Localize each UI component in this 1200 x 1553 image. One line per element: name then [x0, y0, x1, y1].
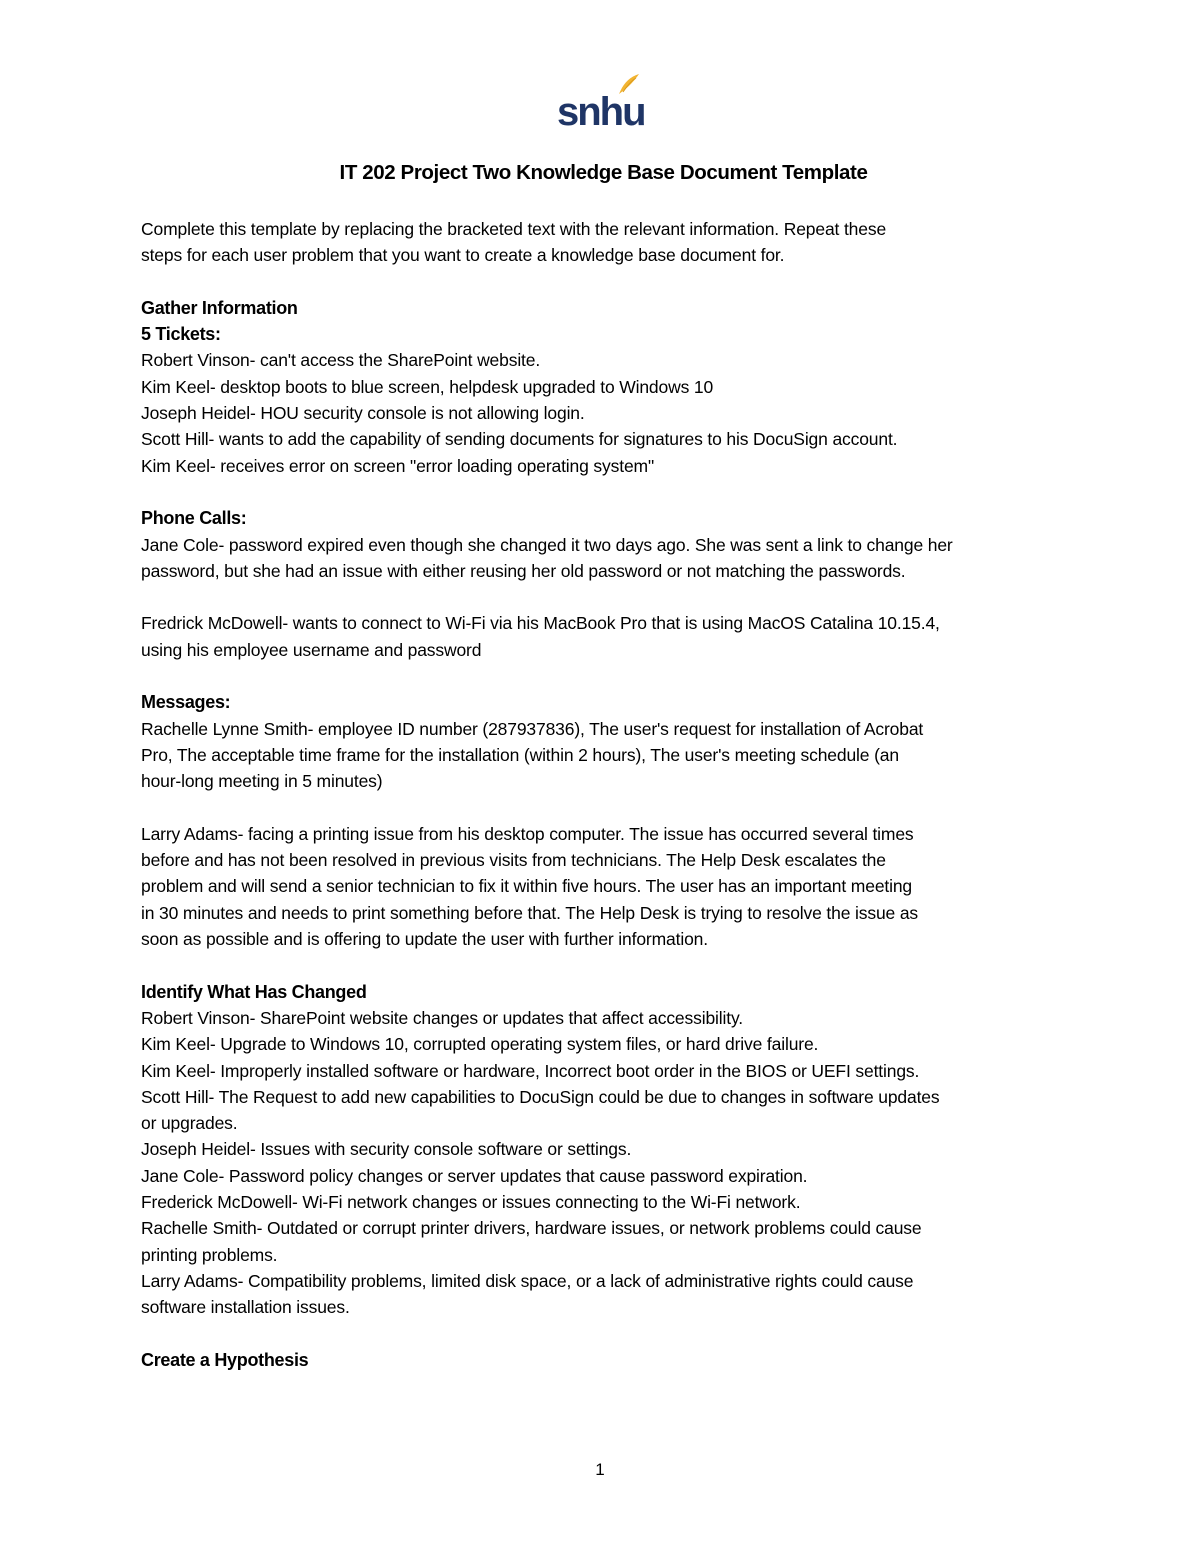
changed-line: Scott Hill- The Request to add new capabilities to DocuSign could be due to changes in software updates [141, 1086, 940, 1107]
changed-line: Larry Adams- Compatibility problems, limited disk space, or a lack of administrative rights could cause [141, 1270, 914, 1291]
message-line: Larry Adams- facing a printing issue from his desktop computer. The issue has occurred several times [141, 823, 914, 844]
ticket-item: Joseph Heidel- HOU security console is not allowing login. [141, 403, 585, 424]
ticket-item: Kim Keel- receives error on screen "error loading operating system" [141, 455, 655, 476]
message-line: hour-long meeting in 5 minutes) [141, 771, 383, 792]
messages-heading: Messages: [141, 692, 231, 713]
ticket-item: Kim Keel- desktop boots to blue screen, helpdesk upgraded to Windows 10 [141, 376, 714, 397]
snhu-logo [557, 72, 643, 132]
message-line: before and has not been resolved in previous visits from technicians. The Help Desk escalates the [141, 850, 886, 871]
tickets-heading: 5 Tickets: [141, 324, 221, 345]
message-line: Pro, The acceptable time frame for the installation (within 2 hours), The user's meeting schedule (an [141, 744, 899, 765]
changed-line: Rachelle Smith- Outdated or corrupt printer drivers, hardware issues, or network problems could cause [141, 1218, 922, 1239]
document-body [141, 158, 1066, 1373]
logo-wordmark: snhu [557, 90, 645, 134]
changed-line: Kim Keel- Improperly installed software or hardware, Incorrect boot order in the BIOS or UEFI settings. [141, 1060, 920, 1081]
section-heading-gather: Gather Information [141, 297, 298, 318]
message-line: problem and will send a senior technician to fix it within five hours. The user has an important meeting [141, 876, 913, 897]
message-line: soon as possible and is offering to update the user with further information. [141, 929, 708, 950]
changed-line: Jane Cole- Password policy changes or server updates that cause password expiration. [141, 1165, 808, 1186]
changed-line: software installation issues. [141, 1297, 350, 1318]
intro-line: Complete this template by replacing the bracketed text with the relevant information. Repeat these [141, 219, 887, 239]
changed-line: Frederick McDowell- Wi-Fi network changes or issues connecting to the Wi-Fi network. [141, 1191, 801, 1212]
call-line: password, but she had an issue with either reusing her old password or not matching the passwords. [141, 560, 906, 581]
changed-line: Joseph Heidel- Issues with security console software or settings. [141, 1139, 632, 1160]
call-line: Jane Cole- password expired even though she changed it two days ago. She was sent a link to change her [141, 534, 953, 555]
call-line: Fredrick McDowell- wants to connect to Wi-Fi via his MacBook Pro that is using MacOS Catalina 10.15.4, [141, 613, 940, 634]
page-number: 1 [595, 1460, 605, 1479]
changed-line: printing problems. [141, 1244, 278, 1265]
message-line: Rachelle Lynne Smith- employee ID number (287937836), The user's request for installation of Acrobat [141, 718, 924, 739]
section-heading-hypothesis: Create a Hypothesis [141, 1349, 309, 1370]
intro-line: steps for each user problem that you want to create a knowledge base document for. [141, 245, 785, 266]
call-line: using his employee username and password [141, 639, 482, 660]
phone-calls-heading: Phone Calls: [141, 508, 247, 529]
changed-line: Robert Vinson- SharePoint website changes or updates that affect accessibility. [141, 1007, 743, 1028]
page-title: IT 202 Project Two Knowledge Base Document Template [339, 161, 868, 184]
changed-line: or upgrades. [141, 1113, 238, 1134]
ticket-item: Scott Hill- wants to add the capability of sending documents for signatures to his DocuSign account. [141, 429, 898, 450]
ticket-item: Robert Vinson- can't access the SharePoint website. [141, 350, 541, 371]
message-line: in 30 minutes and needs to print something before that. The Help Desk is trying to resolve the issue as [141, 902, 919, 923]
changed-line: Kim Keel- Upgrade to Windows 10, corrupted operating system files, or hard drive failure. [141, 1034, 819, 1055]
section-heading-changed: Identify What Has Changed [141, 981, 367, 1002]
